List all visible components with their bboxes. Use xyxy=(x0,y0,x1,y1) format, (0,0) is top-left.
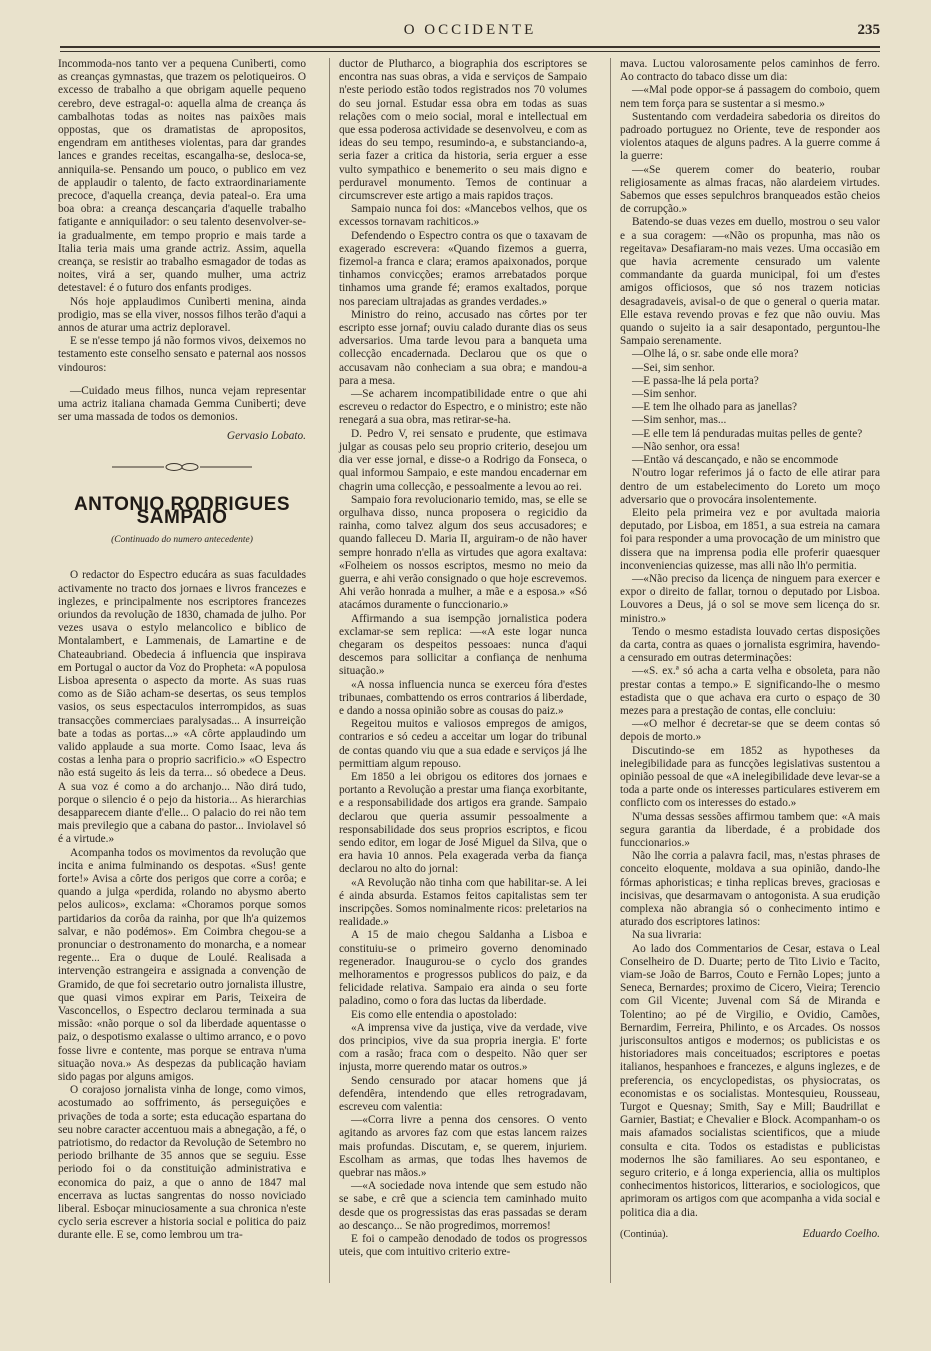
column-1 xyxy=(58,58,306,1243)
paragraph: Sendo censurado por atacar homens que já defendêra, intendendo que elles retrogradavam, escreveu com valentia: xyxy=(339,1074,587,1114)
paragraph: Acompanha todos os movimentos da revolução que incita e anima fulminando os despotas. «Sus! gente forte!» Avisa a côrte dos perigos que corre a corôa; e quando a julga «perdida, rolando no abysmo aberto pelos aulicos», exclama: «Choramos porque somos partidarios da corôa da rainha, por que lh'a quizemos salvar, e não podémos». Em Coimbra chegou-se a pronunciar o destronamento do monarcha, e a nomear regente... Era o duque de Loulé. Realisada a intervenção estrangeira e assignada a convenção de Gramido, de que foi secretario outro jornalista illustre, que quasi vimos expirar em Paris, Teixeira de Vasconcellos, o Espectro declarou terminada a sua missão: «não porque o sol da liberdade aquentasse o paiz, o despotismo exalasse o ultimo arranco, e o povo fosse livre e contente, mas porque se entrava n'uma situação nova.» As despezas da publicação haviam sido pagas por alguns amigos. xyxy=(58,846,306,1084)
column-2 xyxy=(339,58,587,1259)
paragraph: Defendendo o Espectro contra os que o taxavam de exagerado escrevera: «Quando fizemos a guerra, fizemol-a franca e clara; eramos apaixonados, porque tinhamos convicções; eramos arrebatados porque tinhamos uma grande fé; eramos exaltados, porque nos pareciam ultrajadas as grandes verdades.» xyxy=(339,229,587,308)
article-heading: ANTONIO RODRIGUES SAMPAIO xyxy=(73,493,291,528)
paragraph: Eis como elle entendia o apostolado: xyxy=(351,1008,517,1021)
dialogue-line: —E tem lhe olhado para as janellas? xyxy=(632,401,797,414)
paragraph: Eleito pela primeira vez e por avultada maioria deputado, por Lisboa, em 1851, a sua estreia na camara foi para responder a uma provocação de um ministro que dissera que na imprensa podia elle proferir quaesquer inconveniencias quizesse, mas alli não lh'o permitia. xyxy=(620,506,880,572)
paragraph: E foi o campeão denodado de todos os progressos uteis, que com intuitivo criterio extre- xyxy=(339,1233,587,1259)
paragraph: mava. Luctou valorosamente pelos caminhos de ferro. Ao contracto do tabaco disse um dia: xyxy=(620,58,880,84)
paragraph: E se n'esse tempo já não formos vivos, deixemos no testamento este conselho sensato e paternal aos nossos vindouros: xyxy=(58,335,306,374)
paragraph: —Se acharem incompatibilidade entre o que ahi escreveu o redactor do Espectro, e o ministro; este não renegará a sua obra, mas retirar-se-ha. xyxy=(339,388,587,427)
dialogue-line: —Sim senhor, mas... xyxy=(632,414,727,427)
paragraph: Sampaio fora revolucionario temido, mas, se elle se orgulhava disso, nunca proposera o regicidio da rainha, como talvez algum dos seus accusadores; e quando falleceu D. Maria II, arguiram-o de não haver sempre honrado n'ella as virtudes que agora exaltava: «Folheiem os nossos escriptos, mesmo no meio da guerra, e ahi verão consignado o que hoje escrevemos. Ahi verão honrada a mulher, a mãe e a esposa.» «Só atacámos duramente o funccionario.» xyxy=(339,493,587,612)
header-rule-thick xyxy=(60,46,880,48)
paragraph: «A imprensa vive da justiça, vive da verdade, vive dos principios, vive da sua propria inergia. E' forte com a rasão; fraca com o despeito. Não quer ser injusta, morre querendo matar os outros.» xyxy=(339,1021,587,1074)
paragraph: «A Revolução não tinha com que habilitar-se. A lei é ainda absurda. Estamos feitos capitalistas sem ter inscripções. Somos nominalmente ricos: preletarios na realidade.» xyxy=(339,876,587,929)
column-divider xyxy=(610,58,611,1283)
dialogue-line: —Olhe lá, o sr. sabe onde elle mora? xyxy=(632,348,799,361)
dialogue-line: —Sei, sim senhor. xyxy=(632,361,715,374)
article-signature: Gervasio Lobato. xyxy=(226,430,306,443)
continued-note: (Continúa). xyxy=(620,1228,669,1240)
paragraph: —«A sociedade nova intende que sem estudo não se sabe, e crê que a sciencia tem caminhado muito desde que os progressistas das eras passadas se deram ao descanço... Se não progredimos, morremos! xyxy=(339,1180,587,1232)
header-rule-thin xyxy=(60,51,880,52)
paragraph: Discutindo-se em 1852 as hypotheses da inelegibilidade para as funcções legislativas sustentou a opinião pessoal de que «A inelegibilidade deve levar-se a toda a parte onde os interesses particulares estiverem em conflicto com os interesses do estado.» xyxy=(620,744,880,810)
article-author: Eduardo Coelho. xyxy=(802,1227,880,1240)
column-divider xyxy=(329,58,330,1283)
paragraph: Ao lado dos Commentarios de Cesar, estava o Leal Conselheiro de D. Duarte; perto de Tito Livio e Tacito, viam-se João de Barros, Couto e Fernão Lopes; junto a Seneca, Bernardes; proximo de Cicero, Vieira; Terencio com Gil Vicente; Juvenal com Sá de Miranda e Tolentino; ao pé de Virgilio, e Ovidio, Camões, Bernardim, Ferreira, Philinto, e os Arcades. Os nossos jurisconsultos antigos e modernos; os publicistas e os historiadores mais conceituados; escriptores e poetas italianos, hespanhoes e francezes, e alguns inglezes, e de preferencia, os encyclopedistas, os physiocratas, os economistas e os socialistas. Montesquieu, Rousseau, Turgot e Quesnay; Smith, Say e Mill; Baudrillat e Garnier, Bastiat; e Chevalier e Block. Acompanham-o os mais afamados socialistas scientificos, que a miude consulta e cita. Todos os estadistas e publicistas modernos lhe são familiares. Ao seu espontaneo, e seguro criterio, e á longa experiencia, allia os multiplos conhecimentos historicos, litterarios, e sociologicos, que aprimoram os artigos com que acompanha a vida social e politica dia a dia. xyxy=(620,942,880,1219)
dialogue-line: —Sim senhor. xyxy=(632,388,697,401)
paragraph: Não lhe corria a palavra facil, mas, n'estas phrases de conceito eloquente, moldava a sua opinião, dando-lhe fórmas aphoristicas; e tinha replicas breves, graciosas e incisivas, que desarmavam o antogonista. A sua erudição complexa não abrangia só o conhecimento intimo e aturado dos escriptores latinos: xyxy=(620,850,880,929)
paragraph: O redactor do Espectro educára as suas faculdades activamente no tracto dos jornaes e livros francezes e inglezes, e principalmente nos escriptores francezes oriundos da revolução de 1830, chamada de julho. Por vezes usava o estylo melancolico e biblico de Montalambert, e Lammenais, de Lamartine e de Chateaubriand. Obedecia á influencia que inspirava em Portugal o auctor da Voz do Propheta: «A populosa Lisboa apresenta o aspecto da morte. As suas ruas como as de Sião acham-se desertas, os seus templos vasios, os seus espectaculos interrompidos, as suas transacções commerciaes paralysadas... A insurreição bate a todas as portas...» «A côrte applaudindo um valido applaude a sua morte. Como Isaac, leva ás costas a lenha para o proprio sacrificio.» «O Espectro não está sugeito ás leis da terra... só obedece a Deus. A sua voz é como a do archanjo... Não dirá tudo, porque o silencio é o pejo da historia... As hierarchias desapparecem diante d'elle... O palacio do rei não tem mais previlegio que a cabana do pastor... Inviolavel só é a virtude.» xyxy=(58,569,306,846)
paragraph: —«Corra livre a penna dos censores. O vento agitando as arvores faz com que estas lancem raizes mais profundas. Discutam, e, se querem, injuriem. Escolham as armas, que todas lhes havemos de quebrar nas mãos.» xyxy=(339,1114,587,1180)
paragraph: ductor de Plutharco, a biographia dos escriptores se encontra nas suas obras, a vida e serviços de Sampaio n'este periodo estão todos registrados nos 70 volumes do seu jornal. Estudar essa obra em todas as suas relações com o meio social, moral e intellectual em que essa poderosa actividade se desenvolveu, e com as ideas do seu tempo, resumindo-a, e substanciando-a, seria fazer a critica da historia, seria erguer a esse vulto sympathico e benemerito o seu mais digno e perduravel monumento. Temos de continuar a circumscrever este artigo a mais rapidos traços. xyxy=(339,58,587,203)
paragraph: —«S. ex.ª só acha a carta velha e obsoleta, para não prestar contas a tempo.» E significando-lhe o mesmo estadista que o que achava era curto o espaço de 30 mezes para a prestação de contas, elle concluiu: xyxy=(620,665,880,717)
paragraph: N'outro logar referimos já o facto de elle atirar para dentro de um estabelecimento do Loreto um moço adversario que o provocára insolentemente. xyxy=(620,467,880,506)
paragraph: Sustentando com verdadeira sabedoria os direitos do padroado portuguez no Oriente, teve de responder aos violentos ataques de alguns padres. A la guerre comme á la guerre: xyxy=(620,110,880,163)
paragraph: «A nossa influencia nunca se exerceu fóra d'estes tribunaes, combattendo os erros contrarios á liberdade, e dando a nossa opinião sobre as cousas do paiz.» xyxy=(339,678,587,717)
paragraph: Regeitou muitos e valiosos empregos de amigos, contrarios e só cedeu a acceitar um logar do tribunal de contas quando viu que a sua edade e serviços já lhe permittiam algum repouso. xyxy=(339,718,587,770)
paragraph: Na sua livraria: xyxy=(632,929,702,942)
paragraph: A 15 de maio chegou Saldanha a Lisboa e constituiu-se o primeiro governo denominado regenerador. Inaugurou-se o cyclo dos grandes melhoramentos e progressos publicos do paiz, e da felicidade relativa. Sampaio era ainda o seu forte paladino, como o fora das luctas da liberdade. xyxy=(339,929,587,1008)
paragraph: —«Mal pode oppor-se á passagem do comboio, quem nem tem força para se sustentar a si mesmo.» xyxy=(620,84,880,110)
dialogue-line: —Não senhor, ora essa! xyxy=(632,440,741,453)
paragraph: —«Se querem comer do beaterio, roubar religiosamente as almas fracas, não alardeiem virtudes. Sabemos que esses sepulchros branqueados estão cheios de corrupção.» xyxy=(620,163,880,216)
article-subheading: (Continuado do numero antecedente) xyxy=(111,535,253,546)
paragraph: Em 1850 a lei obrigou os editores dos jornaes e portanto a Revolução a prestar uma fiança exorbitante, e a responsabilidade dos artigos era grande. Sampaio declarou que queria assumir pessoalmente a responsabilidade dos seus proprios escriptos, e ficou sendo editor, em logar de José Miguel da Silva, que o era havia 10 annos. Pela exagerada verba da fiança declarou no alto do jornal: xyxy=(339,770,587,876)
article-footer xyxy=(620,1228,880,1241)
page-header xyxy=(60,22,880,44)
paragraph: Nós hoje applaudimos Cunìberti menina, ainda prodigio, mas se ella viver, nossos filhos terão d'aqui a annos de aturar uma actriz deploravel. xyxy=(58,295,306,335)
paragraph: —«O melhor é decretar-se que se deem contas só depois de morto.» xyxy=(620,718,880,744)
paragraph: Sampaio nunca foi dos: «Mancebos velhos, que os excessos tornavam rachiticos.» xyxy=(339,203,587,229)
paragraph: N'uma dessas sessões affirmou tambem que: «A mais segura garantia da liberdade, é a probidade dos funccionarios.» xyxy=(620,810,880,849)
paragraph: O corajoso jornalista vinha de longe, como vimos, acostumado ao soffrimento, ás perseguições e privações de toda a sorte; esta educação espartana do seu nobre caracter accentuou mais a abnegação, a fé, o patriotismo, do redactor da Revolução de Setembro no periodo brilhante de 35 annos que se seguiu. Esse periodo foi o da constituição administrativa e economica do paiz, a que o anno de 1847 mal encerrava as luctas sangrentas do nosso noviciado liberal. Esboçar minuciosamente a sua chronica n'este cyclo seria escrever a historia social e politica do paiz durante elle. E se, como lembrou um tra- xyxy=(58,1084,306,1242)
column-3 xyxy=(620,58,880,1241)
section-ornament xyxy=(58,462,306,472)
publication-title: O OCCIDENTE xyxy=(403,22,537,38)
paragraph: —«Não preciso da licença de ninguem para exercer e expor o direito de fallar, tornou o deputado por Lisboa. Louvores a Deus, já o sol se move sem licença do sr. ministro.» xyxy=(620,572,880,625)
paragraph: Batendo-se duas vezes em duello, mostrou o seu valor e a sua coragem: —«Não os propunha, mas não os regeitava» Desafiaram-no mais vezes. Uma occasião em que havia acremente censurado um valente commandante da guarda municipal, foi um d'estes amigos officiosos, que só nos trazem noticias desagradaveis, avisal-o de que o general o queria matar. Elle estava revendo provas e fez que não ouviu. Mas quando o sujeito ia a sair desapontado, perguntou-lhe Sampaio serenamente. xyxy=(620,216,880,348)
paragraph: Ministro do reino, accusado nas côrtes por ter escripto esse jornaf; ouviu calado durante dias os seus adversarios. Uma tarde levou para a banqueta uma collecção encadernada. Declarou que os que o accusavam não conheciam a sua obra; e mandou-a para a mesa. xyxy=(339,308,587,387)
dialogue-line: —E elle tem lá penduradas muitas pelles de gente? xyxy=(632,427,863,440)
page-number: 235 xyxy=(857,22,880,38)
paragraph: D. Pedro V, rei sensato e prudente, que estimava julgar as cousas pelo seu proprio criterio, desejou um dia ver esse jornal, e disse-o a Rodrigo da Fonseca, o qual informou Sampaio, e este mandou encadernar em chagrin uma collecção, e pessoalmente a levou ao rei. xyxy=(339,427,587,493)
paragraph: —Cuidado meus filhos, nunca vejam representar uma actriz italiana chamada Gemma Cunìberti; deve ser uma massada de todos os demonios. xyxy=(58,384,306,424)
dialogue-line: —Então vá descançado, e não se encommode xyxy=(632,454,839,467)
paragraph: Affirmando a sua isempção jornalistica podera exclamar-se sem replica: —«A este logar nunca chegaram os despeitos pessoaes: nunca d'aqui descemos para sollicitar a confiança de nenhuma situação.» xyxy=(339,612,587,678)
paragraph: Incommoda-nos tanto ver a pequena Cunìberti, como as creanças gymnastas, que trazem os pelotiqueiros. O excesso de trabalho a que obrigam aquelle pequeno cerebro, deve estragal-o: aquella alma de creança ás cambalhotas todas as noites nas paixões mais oppostas, que os dramatistas de apropositos, engendram em antitheses violentas, para dar grandes lances e grandes receitas, escangalha-se, desloca-se, anniquila-se. Pensando um pouco, o publico em vez de applaudir o talento, de facto extraordinariamente precoce, d'aquella creança, devia pateal-o. Era uma boa obra: a creança descançaria d'aquelle trabalho fatigante e anniquilador: o seu talento desenvolver-se-ia gradualmente, em tempo proprio e mais tarde a Italia teria mais uma grande actriz. Assim, aquella creança, se resistir ao trabalho esmagador de todas as noites, virá a ser, quando mulher, uma actriz detestavel: é o futuro dos enfants prodiges. xyxy=(58,58,306,295)
paragraph: Tendo o mesmo estadista louvado certas disposições da carta, contra as quaes o jornalista esgrimira, havendo-a censurado em outras determinações: xyxy=(620,625,880,665)
dialogue-line: —E passa-lhe lá pela porta? xyxy=(632,374,759,387)
